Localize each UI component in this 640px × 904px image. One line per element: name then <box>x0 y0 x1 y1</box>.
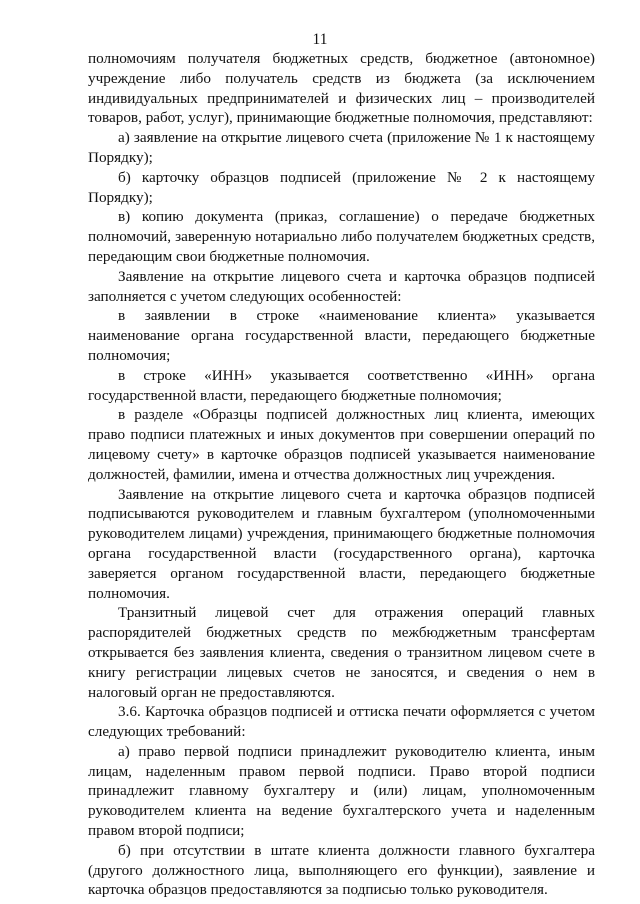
page-number: 11 <box>312 31 328 48</box>
paragraph: б) при отсутствии в штате клиента должности главного бухгалтера (другого должностного лица, выполняющего его функции), заявление и карточка образцов предоставляются за подписью только руководителя. <box>88 841 595 899</box>
paragraph: Заявление на открытие лицевого счета и карточка образцов подписей подписываются руководителем и главным бухгалтером (уполномоченными руководителем лицами) учреждения, принимающего бюджетные полномочия органа государственной власти (государственного органа), карточка заверяется органом государственной власти, передающего бюджетные полномочия. <box>88 485 595 602</box>
paragraph: Транзитный лицевой счет для отражения операций главных распорядителей бюджетных средств по межбюджетным трансфертам открывается без заявления клиента, сведения о транзитном лицевом счете в книгу регистрации лицевых счетов не заносятся, и сведения о нем в налоговый орган не предоставляются. <box>88 604 595 701</box>
paragraph: 3.6. Карточка образцов подписей и оттиска печати оформляется с учетом следующих требований: <box>88 703 595 741</box>
paragraph: Заявление на открытие лицевого счета и карточка образцов подписей заполняется с учетом следующих особенностей: <box>88 267 595 305</box>
paragraph: полномочиям получателя бюджетных средств, бюджетное (автономное) учреждение либо получатель средств из бюджета (за исключением индивидуальных предпринимателей и физических лиц – производителей товаров, работ, услуг), принимающие бюджетные полномочия, представляют: <box>88 50 595 127</box>
paragraph: в заявлении в строке «наименование клиента» указывается наименование органа государственной власти, передающего бюджетные полномочия; <box>88 307 595 364</box>
paragraph: б) карточку образцов подписей (приложение № 2 к настоящему Порядку); <box>88 168 595 206</box>
paragraph: в разделе «Образцы подписей должностных лиц клиента, имеющих право подписи платежных и иных документов при совершении операций по лицевому счету» в карточке образцов подписей указывается наименование должностей, фамилии, имена и отчества должностных лиц учреждения. <box>88 406 595 483</box>
paragraph: а) заявление на открытие лицевого счета (приложение № 1 к настоящему Порядку); <box>88 129 595 166</box>
paragraph: в строке «ИНН» указывается соответственно «ИНН» органа государственной власти, передающего бюджетные полномочия; <box>88 366 595 404</box>
document-body <box>88 49 595 900</box>
paragraph: в) копию документа (приказ, соглашение) о передаче бюджетных полномочий, заверенную нотариально либо получателем бюджетных средств, передающим свои бюджетные полномочия. <box>88 208 595 265</box>
paragraph: а) право первой подписи принадлежит руководителю клиента, иным лицам, наделенным правом первой подписи. Право второй подписи принадлежит главному бухгалтеру и (или) лицам, уполномоченным руководителем клиента на ведение бухгалтерского учета и наделенным правом второй подписи; <box>88 742 595 840</box>
